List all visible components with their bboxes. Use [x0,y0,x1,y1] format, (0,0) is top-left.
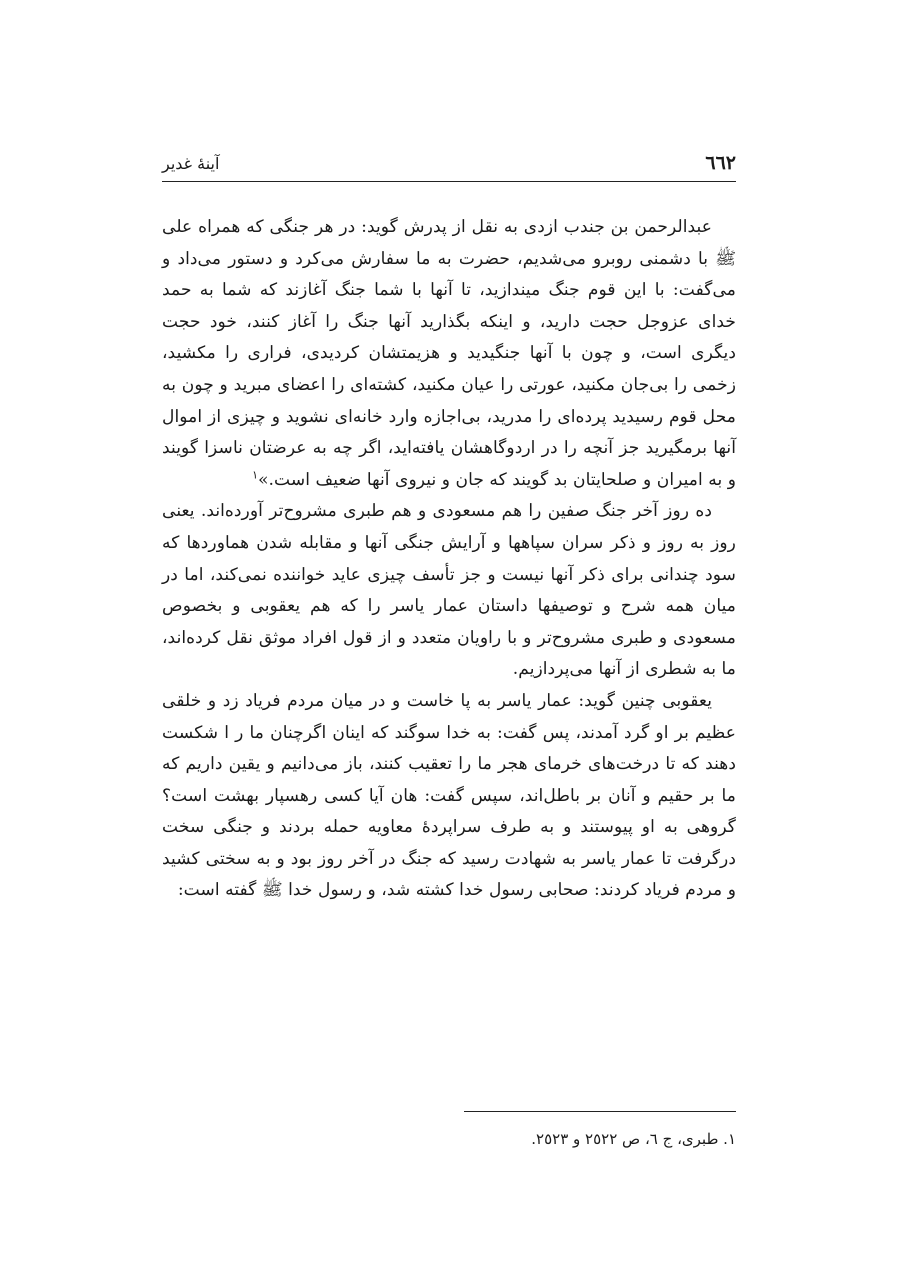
paragraph-1-text: عبدالرحمن بن جندب ازدی به نقل از پدرش گوید: در هر جنگی که همراه علی ﷺ با دشمنی روبرو می‌شدیم، حضرت به ما سفارش می‌کرد و دستور می‌داد و می‌گفت: با این قوم جنگ میندازید، تا آنها با شما جنگ آغازند که شما به حمد خدای عزوجل حجت دارید، و اینکه بگذارید آنها جنگ را آغاز کنند، خود حجت دیگری است، و چون با آنها جنگیدید و هزیمتشان کردیدی، فراری را مکشید، زخمی را بی‌جان مکنید، عورتی را عیان مکنید، کشته‌ای را اعضای مبرید و چون به محل قوم رسیدید پرده‌ای را مدرید، بی‌اجازه وارد خانه‌ای نشوید و چیزی از اموال آنها برمگیرید جز آنچه را در اردوگاهشان یافته‌اید، اگر چه به عرضتان ناسزا گویند و به امیران و صلحایتان بد گویند که جان و نیروی آنها ضعیف است.» [162,217,736,490]
paragraph-1 [162,212,736,496]
footnote: ١. طبری، ج ٦، ص ٢٥٢٢ و ٢٥٢٣. [531,1130,736,1148]
footnote-divider [464,1111,736,1112]
footnote-reference[interactable]: ١ [252,468,259,482]
paragraph-3: یعقوبی چنین گوید: عمار یاسر به پا خاست و در میان مردم فریاد زد و خلقی عظیم بر او گرد آمدند، پس گفت: به خدا سوگند که اینان اگرچنان ما ر ا شکست دهند که تا درخت‌های خرمای هجر ما را تعقیب کنند، باز می‌دانیم و یقین داریم که ما بر حقیم و آنان بر باطل‌اند، سپس گفت: هان آیا کسی رهسپار بهشت است؟ گروهی به او پیوستند و به طرف سراپردهٔ معاویه حمله بردند و جنگی سخت درگرفت تا عمار یاسر به شهادت رسید که جنگ در آخر روز بود و به سختی کشید و مردم فریاد کردند: صحابی رسول خدا کشته شد، و رسول خدا ﷺ گفته است: [162,690,736,901]
paragraph-2: ده روز آخر جنگ صفین را هم مسعودی و هم طبری مشروح‌تر آورده‌اند. یعنی روز به روز و ذکر سران سپاهها و آرایش جنگی آنها و مقابله شدن هماوردها که سود چندانی برای ذکر آنها نیست و جز تأسف چیزی عاید خواننده نمی‌کند، اما در میان همه شرح و توصیفها داستان عمار یاسر را که هم یعقوبی و بخصوص مسعودی و طبری مشروح‌تر و با راویان متعدد و از قول افراد موثق نقل کرده‌اند، ما به شطری از آنها می‌پردازیم. [162,501,736,680]
running-header [162,152,736,182]
page-number: ٦٦٢ [705,152,736,174]
header-divider [162,181,736,182]
body-text [162,212,736,907]
book-title: آینهٔ غدیر [162,154,220,173]
